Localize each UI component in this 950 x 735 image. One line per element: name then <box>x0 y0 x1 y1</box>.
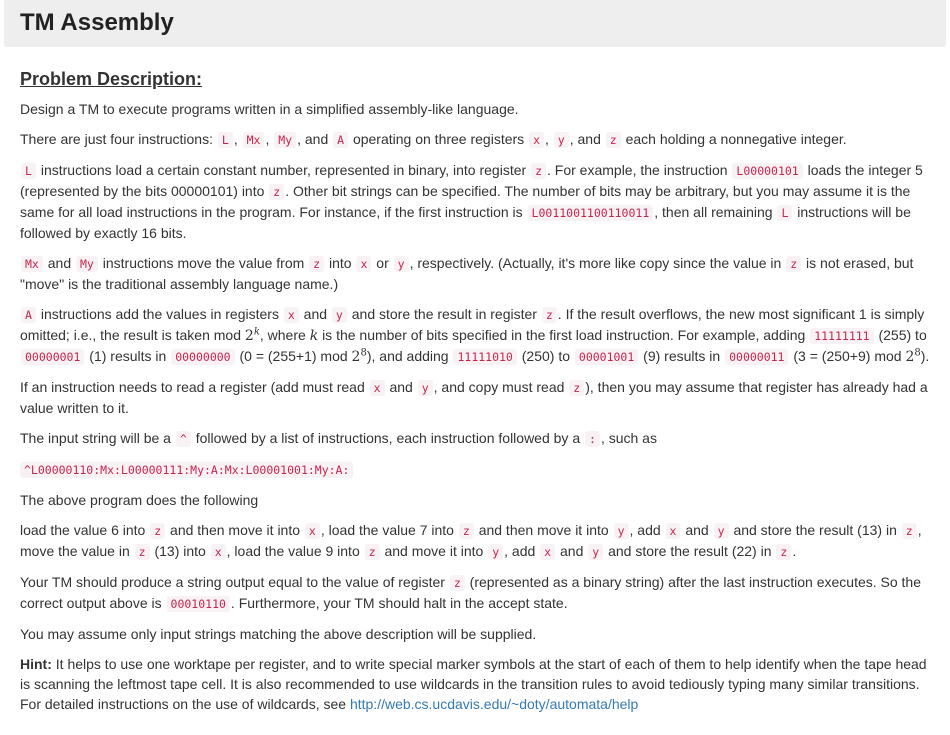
code-token: z <box>269 184 284 200</box>
text: , add <box>629 522 661 538</box>
text: (3 = (250+9) mod <box>793 348 902 364</box>
text: and then move it into <box>478 522 609 538</box>
code-token: z <box>459 523 474 539</box>
text: . Furthermore, your TM should halt in the accept state. <box>230 595 568 611</box>
code-token: x <box>666 523 681 539</box>
text: , move the value in <box>20 522 922 559</box>
text: If an instruction needs to read a register (add must read <box>20 379 365 395</box>
code-token: L0011001100110011 <box>528 205 654 221</box>
code-token: z <box>902 523 917 539</box>
text: Your TM should produce a string output equal to the value of register <box>20 574 445 590</box>
text: (255) to <box>878 327 927 343</box>
code-token: 00010110 <box>167 596 230 612</box>
text: and <box>47 255 72 271</box>
text: The input string will be a <box>20 430 171 446</box>
code-token: x <box>540 544 555 560</box>
code-token: Mx <box>21 256 43 272</box>
code-token: z <box>531 163 546 179</box>
code-token: My <box>76 256 98 272</box>
text: There are just four instructions: <box>20 131 213 147</box>
code-token: z <box>365 544 380 560</box>
text: followed by a list of instructions, each instruction followed by a <box>195 430 581 446</box>
code-token: L <box>777 205 792 221</box>
text: (represented as a binary string) after the last instruction executes. So the correct output above is <box>20 574 921 611</box>
section-heading: Problem Description: <box>20 69 203 89</box>
code-token: Mx <box>243 132 265 148</box>
code-token: L <box>218 132 233 148</box>
text: and store the result (22) in <box>608 543 772 559</box>
math-expression <box>245 328 260 344</box>
paragraph-trace <box>20 520 930 562</box>
math-exponent: 8 <box>360 347 367 359</box>
code-token: z <box>606 132 621 148</box>
text: , <box>265 131 270 147</box>
code-token: My <box>274 132 296 148</box>
code-token: z <box>135 544 150 560</box>
text: . If the result overflows, the new most significant 1 is simply omitted; i.e., the result is taken mod <box>20 306 925 343</box>
code-token: y <box>714 523 729 539</box>
text: or <box>376 255 389 271</box>
paragraph-hint <box>20 654 930 714</box>
paragraph-output <box>20 572 930 614</box>
paragraph-assumption: You may assume only input strings matching the above description will be supplied. <box>20 626 537 642</box>
code-token: x <box>305 523 320 539</box>
code-token: x <box>211 544 226 560</box>
code-token: 11111010 <box>453 349 516 365</box>
math-base: 2 <box>244 328 254 344</box>
text: and <box>303 306 328 322</box>
math-expression <box>905 349 920 365</box>
code-token: A <box>333 132 348 148</box>
text: (0 = (255+1) mod <box>239 348 348 364</box>
code-token: y <box>554 132 569 148</box>
code-token: 11111111 <box>810 328 873 344</box>
paragraph-load <box>20 160 930 243</box>
math-base: 2 <box>351 349 361 365</box>
paragraph-program-intro: The above program does the following <box>20 492 259 508</box>
text: operating on three registers <box>352 131 525 147</box>
page-title: TM Assembly <box>20 9 174 36</box>
hint-text: It helps to use one worktape per register, and to write special marker symbols at the start of each of them to help identify when the tape head is scanning the leftmost tape cell. It is also recommended to use wildcards in the transition rules to avoid tediously typing many similar transitions. For detailed instructions on the use of wildcards, see <box>20 656 927 712</box>
code-token: z <box>309 256 324 272</box>
text: , then all remaining <box>654 204 773 220</box>
text: load the value 6 into <box>20 522 146 538</box>
code-token: x <box>529 132 544 148</box>
text: , and <box>297 131 329 147</box>
paragraph-example-program <box>20 459 930 480</box>
text: . For example, the instruction <box>547 162 728 178</box>
text: instructions will be followed by exactly 16 bits. <box>20 204 911 241</box>
text: (250) to <box>521 348 570 364</box>
text: and <box>389 379 413 395</box>
text: (13) into <box>154 543 206 559</box>
text: . <box>792 543 797 559</box>
math-exponent: k <box>253 326 260 338</box>
text: and store the result (13) in <box>733 522 897 538</box>
help-link[interactable]: http://web.cs.ucdavis.edu/~doty/automata/help <box>349 696 639 712</box>
text: , load the value 7 into <box>320 522 454 538</box>
text: , <box>545 131 549 147</box>
title-bar <box>4 0 946 47</box>
text: each holding a nonnegative integer. <box>625 131 847 147</box>
code-token: y <box>394 256 409 272</box>
code-token: 00000000 <box>171 349 234 365</box>
code-token: z <box>776 544 791 560</box>
text: and <box>685 522 709 538</box>
paragraph-input <box>20 428 930 449</box>
code-token: x <box>356 256 371 272</box>
text: (1) results in <box>89 348 167 364</box>
text: , such as <box>600 430 657 446</box>
code-token: y <box>588 544 603 560</box>
text: , and <box>569 131 601 147</box>
text: and <box>560 543 584 559</box>
code-token: y <box>332 307 347 323</box>
code-token: z <box>150 523 165 539</box>
text: ), and adding <box>366 348 449 364</box>
text: , add <box>504 543 536 559</box>
text: , respectively. (Actually, it's more like copy since the value in <box>409 255 782 271</box>
code-token: z <box>450 575 465 591</box>
text: (9) results in <box>643 348 721 364</box>
text: loads the integer 5 (represented by the bits 00000101) into <box>20 162 923 199</box>
code-token: : <box>585 431 600 447</box>
code-token: ^ <box>176 431 191 447</box>
code-token: 00001001 <box>575 349 638 365</box>
code-token: y <box>614 523 629 539</box>
text: and store the result in register <box>351 306 537 322</box>
text: instructions load a certain constant number, represented in binary, into register <box>40 162 527 178</box>
text: . Other bit strings can be specified. The number of bits may be arbitrary, but you may assume it is the same for all load instructions in the program. For instance, if the first instruction is <box>20 183 911 220</box>
text: and move it into <box>384 543 484 559</box>
math-variable: k <box>309 328 319 344</box>
math-expression <box>352 349 367 365</box>
paragraph-intro: Design a TM to execute programs written in a simplified assembly-like language. <box>20 101 519 117</box>
math-exponent: 8 <box>914 347 921 359</box>
text: into <box>329 255 352 271</box>
text: and then move it into <box>170 522 301 538</box>
paragraph-move <box>20 253 930 294</box>
problem-content <box>0 47 950 714</box>
text: is the number of bits specified in the first load instruction. For example, adding <box>322 327 806 343</box>
code-token: z <box>569 380 584 396</box>
code-token: A <box>21 307 36 323</box>
text: , <box>233 131 238 147</box>
code-token: x <box>284 307 299 323</box>
paragraph-read <box>20 377 930 418</box>
math-base: 2 <box>905 349 915 365</box>
paragraph-add <box>20 304 930 367</box>
text: , and copy must read <box>433 379 565 395</box>
code-token: x <box>370 380 385 396</box>
code-token: z <box>542 307 557 323</box>
text: ). <box>920 348 930 364</box>
text: , where <box>259 327 306 343</box>
code-token: y <box>488 544 503 560</box>
code-token: L00000101 <box>732 163 802 179</box>
text: ), then you may assume that register has already had a value written to it. <box>20 379 928 416</box>
paragraph-instructions <box>20 129 930 150</box>
code-token: 00000011 <box>725 349 788 365</box>
text: instructions add the values in registers <box>40 306 279 322</box>
code-token: 00000001 <box>21 349 84 365</box>
math-expression <box>310 328 318 344</box>
example-program-code: ^L00000110:Mx:L00000111:My:A:Mx:L00001001:My:A: <box>20 462 353 478</box>
hint-label: Hint: <box>20 656 52 672</box>
code-token: z <box>786 256 801 272</box>
text: is not erased, but "move" is the traditional assembly language name.) <box>20 255 914 292</box>
code-token: y <box>418 380 433 396</box>
text: instructions move the value from <box>102 255 305 271</box>
text: , load the value 9 into <box>226 543 360 559</box>
code-token: L <box>21 163 36 179</box>
